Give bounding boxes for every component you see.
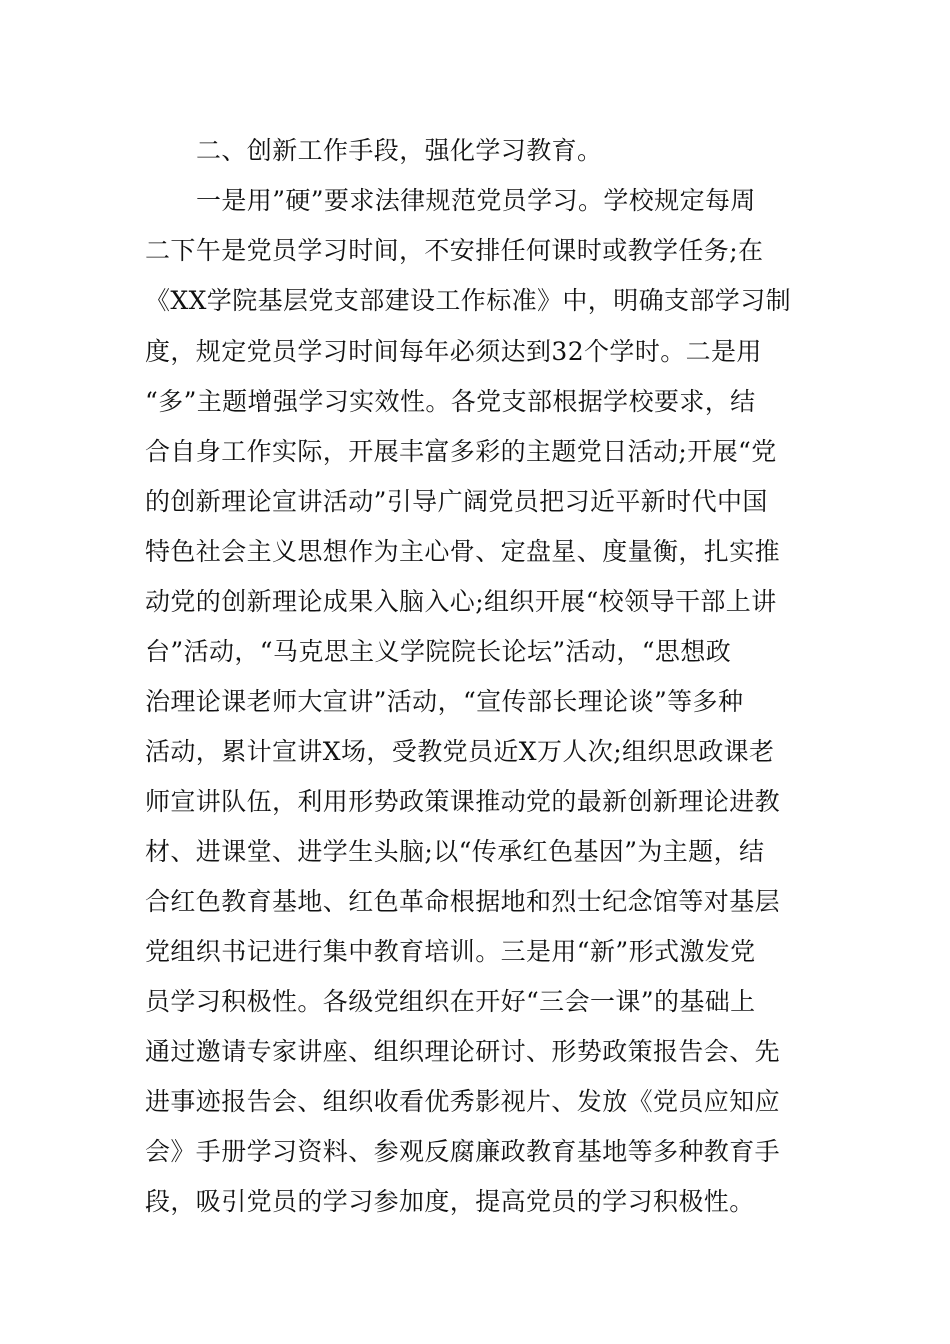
paragraph-line: 度，规定党员学习时间每年必须达到32个学时。二是用: [145, 337, 762, 366]
paragraph-line: 员学习积极性。各级党组织在开好“三会一课”的基础上: [145, 987, 756, 1016]
paragraph-line: 一是用”硬”要求法律规范党员学习。学校规定每周: [196, 186, 756, 215]
paragraph-line: 治理论课老师大宣讲”活动，“宣传部长理论谈”等多种: [145, 687, 744, 716]
paragraph-line: 通过邀请专家讲座、组织理论研讨、形势政策报告会、先: [145, 1037, 781, 1066]
paragraph-line: 进事迹报告会、组织收看优秀影视片、发放《党员应知应: [145, 1087, 781, 1116]
paragraph-line: 《XX学院基层党支部建设工作标准》中，明确支部学习制: [145, 286, 791, 315]
paragraph-line: 合红色教育基地、红色革命根据地和烈士纪念馆等对基层: [145, 887, 781, 916]
paragraph-line: 特色社会主义思想作为主心骨、定盘星、度量衡，扎实推: [145, 537, 781, 566]
paragraph-line: 二下午是党员学习时间，不安排任何课时或教学任务;在: [145, 236, 764, 265]
paragraph-line: 段，吸引党员的学习参加度，提高党员的学习积极性。: [145, 1187, 755, 1216]
paragraph-line: 师宣讲队伍，利用形势政策课推动党的最新创新理论进教: [145, 787, 781, 816]
paragraph-line: “多”主题增强学习实效性。各党支部根据学校要求，结: [145, 387, 756, 416]
paragraph-line: 合自身工作实际，开展丰富多彩的主题党日活动;开展“党: [145, 437, 777, 466]
paragraph-line: 活动，累计宣讲X场，受教党员近X万人次;组织思政课老: [145, 737, 775, 766]
paragraph-line: 动党的创新理论成果入脑入心;组织开展“校领导干部上讲: [145, 587, 777, 616]
paragraph-line: 材、进课堂、进学生头脑;以“传承红色基因”为主题，结: [145, 837, 765, 866]
paragraph-line: 的创新理论宣讲活动”引导广阔党员把习近平新时代中国: [145, 487, 768, 516]
paragraph-line: 会》手册学习资料、参观反腐廉政教育基地等多种教育手: [145, 1137, 781, 1166]
paragraph-line: 党组织书记进行集中教育培训。三是用“新”形式激发党: [145, 937, 756, 966]
section-heading: 二、创新工作手段，强化学习教育。: [196, 136, 603, 165]
paragraph-line: 台”活动，“马克思主义学院院长论坛”活动，“思想政: [145, 637, 732, 666]
